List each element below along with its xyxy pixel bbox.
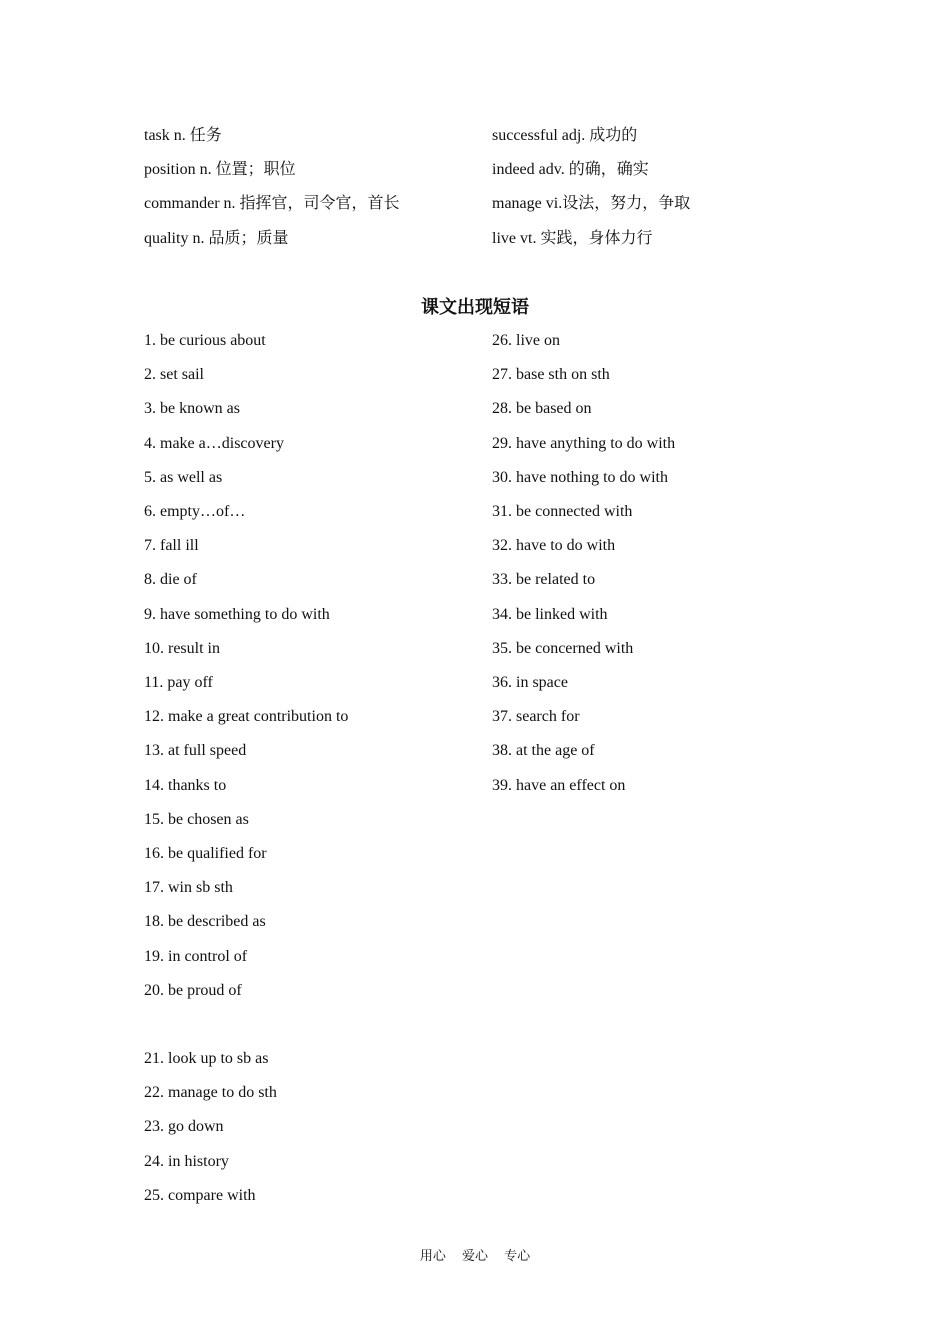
phrase-item: 18. be described as bbox=[144, 913, 266, 931]
phrase-item: 38. at the age of bbox=[492, 742, 595, 760]
phrase-item: 33. be related to bbox=[492, 571, 596, 589]
phrase-item: 31. be connected with bbox=[492, 503, 633, 520]
phrase-item: 32. have to do with bbox=[492, 537, 616, 555]
phrase-item: 30. have nothing to do with bbox=[492, 468, 668, 486]
vocab-item: manage vi.设法，努力，争取 bbox=[492, 195, 691, 213]
phrase-item: 37. search for bbox=[492, 708, 580, 726]
phrase-item: 36. in space bbox=[492, 674, 568, 691]
phrase-item: 39. have an effect on bbox=[492, 776, 626, 794]
phrase-item: 20. be proud of bbox=[144, 981, 242, 999]
vocab-item: quality n. 品质；质量 bbox=[144, 229, 289, 247]
vocab-item: live vt. 实践，身体力行 bbox=[492, 229, 653, 247]
phrase-item: 13. at full speed bbox=[144, 742, 247, 760]
phrase-item: 11. pay off bbox=[144, 674, 213, 691]
vocab-item: successful adj. 成功的 bbox=[492, 127, 638, 144]
phrase-item: 16. be qualified for bbox=[144, 845, 267, 862]
phrase-item: 14. thanks to bbox=[144, 776, 227, 794]
phrase-item: 29. have anything to do with bbox=[492, 434, 676, 452]
vocab-item: indeed adv. 的确，确实 bbox=[492, 161, 649, 179]
phrase-item: 2. set sail bbox=[144, 366, 204, 384]
vocab-item: task n. 任务 bbox=[144, 127, 222, 144]
phrase-item: 17. win sb sth bbox=[144, 879, 233, 897]
phrase-item: 7. fall ill bbox=[144, 537, 199, 555]
phrase-item: 4. make a…discovery bbox=[144, 434, 284, 452]
phrase-item: 3. be known as bbox=[144, 400, 240, 418]
phrase-item: 9. have something to do with bbox=[144, 605, 330, 623]
phrase-item: 12. make a great contribution to bbox=[144, 708, 349, 726]
phrase-item: 5. as well as bbox=[144, 468, 223, 486]
phrase-item: 15. be chosen as bbox=[144, 810, 249, 828]
phrase-item: 19. in control of bbox=[144, 947, 248, 965]
vocab-item: position n. 位置；职位 bbox=[144, 161, 296, 179]
vocab-item: commander n. 指挥官，司令官，首长 bbox=[144, 195, 400, 213]
phrase-item: 27. base sth on sth bbox=[492, 366, 610, 384]
phrase-item: 23. go down bbox=[144, 1118, 224, 1136]
phrase-item: 21. look up to sb as bbox=[144, 1050, 269, 1067]
phrase-item: 26. live on bbox=[492, 332, 560, 349]
phrase-item: 22. manage to do sth bbox=[144, 1084, 277, 1102]
phrase-item: 25. compare with bbox=[144, 1186, 256, 1204]
phrase-item: 6. empty…of… bbox=[144, 503, 246, 520]
phrase-item: 1. be curious about bbox=[144, 332, 266, 349]
phrase-item: 28. be based on bbox=[492, 400, 592, 418]
phrase-item: 10. result in bbox=[144, 639, 220, 657]
phrases-heading: 课文出现短语 bbox=[421, 297, 529, 318]
phrase-item: 8. die of bbox=[144, 571, 197, 589]
page-footer: 用心 爱心 专心 bbox=[419, 1249, 531, 1264]
phrase-item: 35. be concerned with bbox=[492, 639, 634, 657]
phrase-item: 34. be linked with bbox=[492, 605, 608, 623]
phrase-item: 24. in history bbox=[144, 1152, 229, 1170]
